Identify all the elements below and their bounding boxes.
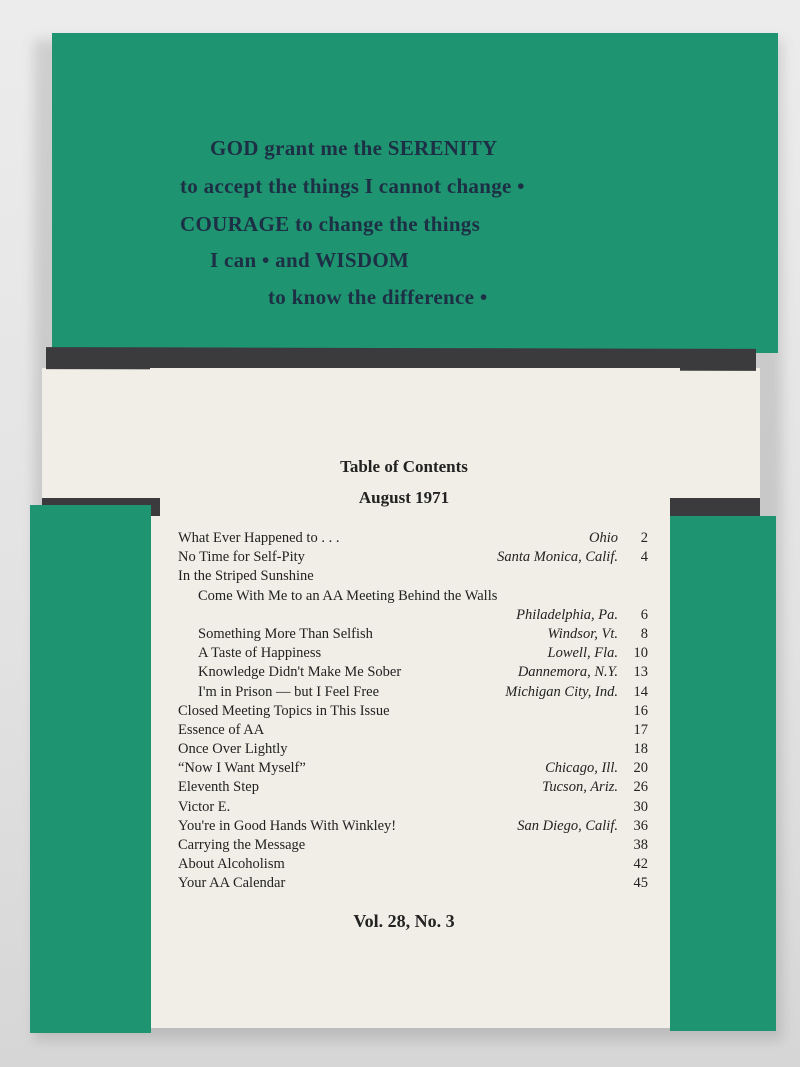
toc-entry-page: 42 [633,856,648,873]
toc-entry [178,778,648,797]
toc-entry-page: 30 [633,798,648,815]
toc-entry-page: 4 [640,549,648,566]
toc-entry [178,855,648,874]
booklet-back-cover [30,33,778,1033]
left-green-column [30,505,151,1033]
toc-entry-location: San Diego, Calif. [517,817,618,834]
toc-entry-title: You're in Good Hands With Winkley! [178,817,397,834]
toc-entry-title: In the Striped Sunshine [178,568,314,585]
toc-entry [178,567,648,586]
toc-entry [178,606,648,625]
toc-entry-location: Lowell, Fla. [547,645,618,662]
toc-entry-title: I'm in Prison — but I Feel Free [198,683,380,700]
toc-entry-location: Michigan City, Ind. [505,683,618,700]
toc-entry [178,874,648,893]
toc-entry-page: 14 [633,683,648,700]
toc-entry-title: Victor E. [178,798,231,815]
toc-entry-page: 8 [640,625,648,642]
toc-entry-page: 45 [633,875,648,892]
toc-entry-title: Once Over Lightly [178,741,288,758]
toc-entry-title: Closed Meeting Topics in This Issue [178,702,390,719]
prayer-line-3: COURAGE to change the things [180,212,481,236]
toc-list [178,529,648,894]
volume-number: Vol. 28, No. 3 [353,911,455,931]
toc-entry [178,625,648,644]
prayer-line-1: GOD grant me the SERENITY [210,136,498,160]
toc-entry-title: Carrying the Message [178,837,306,853]
toc-entry [178,798,648,817]
toc-entry-page: 6 [640,606,648,623]
toc-title: Table of Contents [340,457,468,476]
toc-entry-title: Something More Than Selfish [198,625,373,642]
toc-entry-page: 36 [633,817,648,834]
toc-entry-location: Tucson, Ariz. [542,779,618,796]
toc-entry-location: Ohio [589,530,618,546]
toc-entry-location: Santa Monica, Calif. [497,549,618,566]
toc-entry-title: About Alcoholism [178,856,285,873]
toc-entry [178,644,648,663]
toc-entry-page: 18 [633,741,648,758]
toc-entry-title: Eleventh Step [178,779,259,796]
toc-entry [178,702,648,721]
toc-entry-location: Windsor, Vt. [547,625,618,642]
toc-entry-page: 26 [633,779,648,796]
toc-date: August 1971 [358,488,450,507]
toc-entry [178,721,648,740]
toc-entry-page: 10 [633,645,648,662]
toc-entry-title: Essence of AA [178,721,265,738]
prayer-line-4: I can • and WISDOM [210,248,410,272]
toc-entry [178,817,648,836]
toc-entry-title: “Now I Want Myself” [178,760,306,777]
toc-entry [178,548,648,567]
toc-entry-location: Chicago, Ill. [545,760,618,777]
toc-entry [178,836,648,855]
toc-entry-title: What Ever Happened to . . . [178,530,340,546]
toc-entry [178,683,648,702]
toc-entry-location: Dannemora, N.Y. [517,664,618,681]
toc-entry-page: 38 [633,837,648,853]
toc-entry-page: 17 [633,721,648,738]
toc-entry [178,759,648,778]
toc-entry-page: 20 [633,760,648,777]
toc-entry-title: Your AA Calendar [178,875,286,892]
toc-entry-title: A Taste of Happiness [198,645,322,662]
toc-entry-page: 2 [640,530,648,546]
toc-entry-page: 13 [633,664,648,681]
toc-entry-page: 16 [633,702,648,719]
toc-entry [178,663,648,682]
toc-entry-title: Knowledge Didn't Make Me Sober [198,664,402,681]
toc-entry [178,529,648,548]
prayer-line-2: to accept the things I cannot change • [180,174,525,198]
toc-entry-title: Come With Me to an AA Meeting Behind the Walls [198,587,498,604]
right-green-column [670,516,776,1031]
prayer-line-5: to know the difference • [268,285,488,309]
toc-entry [178,740,648,759]
toc-entry-title: No Time for Self-Pity [178,549,305,566]
toc-entry-location: Philadelphia, Pa. [516,606,618,623]
toc-entry [178,587,648,606]
